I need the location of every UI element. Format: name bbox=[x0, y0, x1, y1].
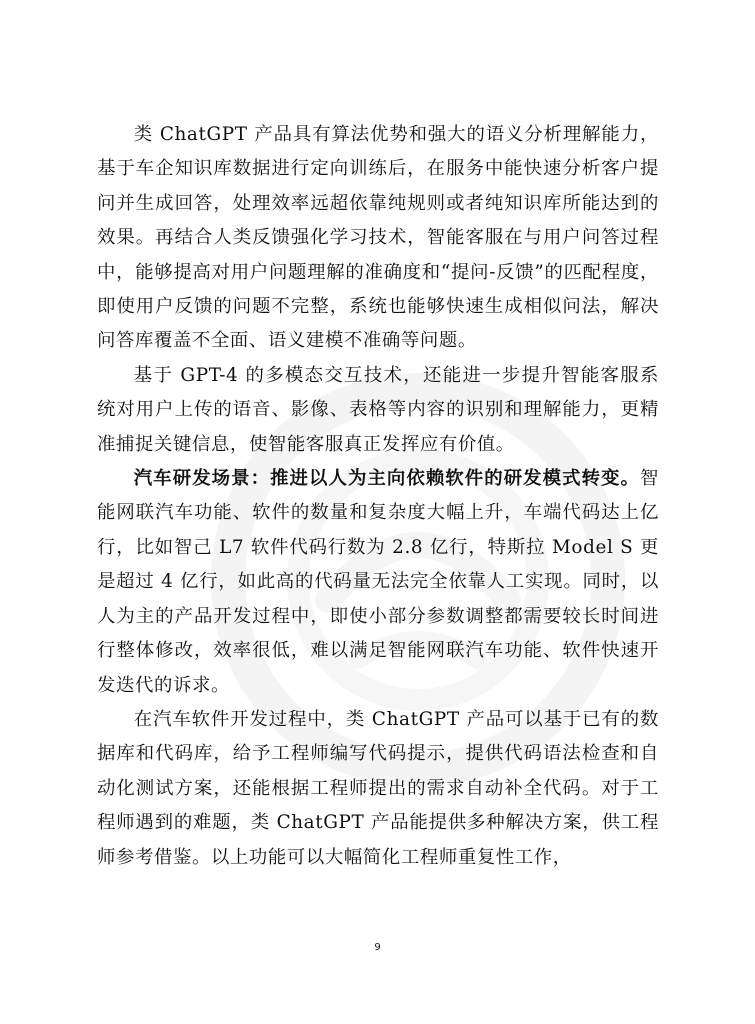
paragraph-2-text: 基于 GPT-4 的多模态交互技术，还能进一步提升智能客服系统对用户上传的语音、影像、表格等内容的识别和理解能力，更精准捕捉关键信息，使智能客服真正发挥应有价值。 bbox=[97, 364, 659, 455]
paragraph-3 bbox=[97, 462, 659, 703]
paragraph-4 bbox=[97, 703, 659, 875]
paragraph-2 bbox=[97, 359, 659, 462]
paragraph-3-text: 智能网联汽车功能、软件的数量和复杂度大幅上升，车端代码达上亿行，比如智己 L7 软件代码行数为 2.8 亿行，特斯拉 Model S 更是超过 4 亿行，如此高的代码量无法完全依靠人工实现。同时，以人为主的产品开发过程中，即使小部分参数调整都需要较长时间进行整体修改，效率很低，难以满足智能网联汽车功能、软件快速开发迭代的诉求。 bbox=[97, 468, 659, 696]
paragraph-3-heading: 汽车研发场景：推进以人为主向依赖软件的研发模式转变。 bbox=[133, 468, 640, 490]
paragraph-4-text: 在汽车软件开发过程中，类 ChatGPT 产品可以基于已有的数据库和代码库，给予工程师编写代码提示，提供代码语法检查和自动化测试方案，还能根据工程师提出的需求自动补全代码。对于工程师遇到的难题，类 ChatGPT 产品能提供多种解决方案，供工程师参考借鉴。以上功能可以大幅简化工程师重复性工作， bbox=[97, 708, 659, 868]
page-number: 9 bbox=[374, 942, 381, 953]
paragraph-1 bbox=[97, 118, 659, 359]
paragraph-1-text: 类 ChatGPT 产品具有算法优势和强大的语义分析理解能力，基于车企知识库数据进行定向训练后，在服务中能快速分析客户提问并生成回答，处理效率远超依靠纯规则或者纯知识库所能达到的效果。再结合人类反馈强化学习技术，智能客服在与用户问答过程中，能够提高对用户问题理解的准确度和“提问-反馈”的匹配程度，即使用户反馈的问题不完整，系统也能够快速生成相似问法，解决问答库覆盖不全面、语义建模不准确等问题。 bbox=[97, 124, 659, 352]
body-text bbox=[97, 118, 659, 875]
